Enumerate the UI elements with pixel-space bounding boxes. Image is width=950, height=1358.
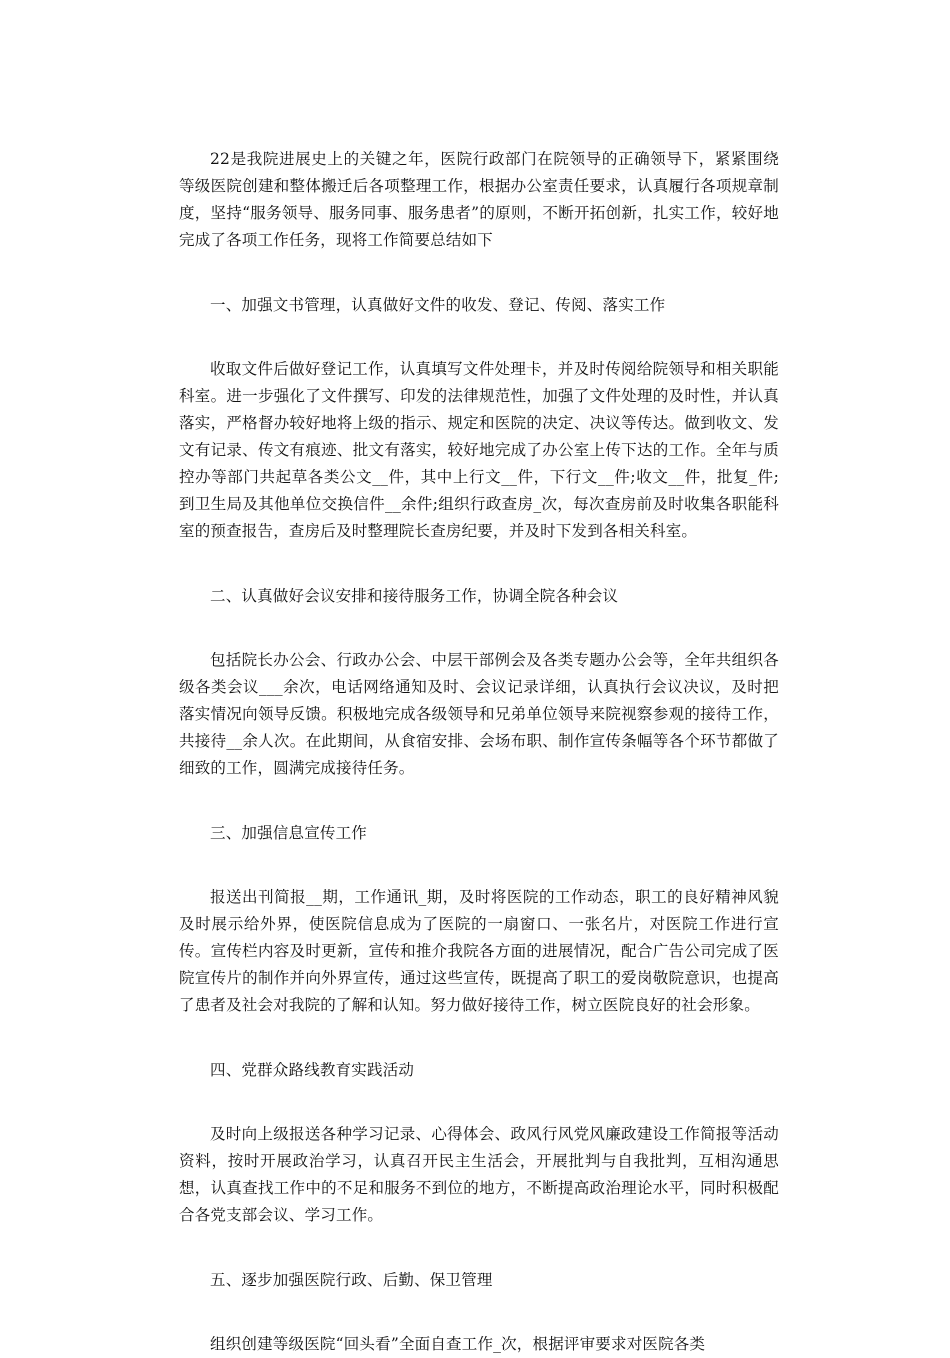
section-body-2: 包括院长办公会、行政办公会、中层干部例会及各类专题办公会等，全年共组织各级各类会议___余次，电话网络通知及时、会议记录详细，认真执行会议决议，及时把落实情况向领导反馈。积极地完成各级领导和兄弟单位领导来院视察参观的接待工作，共接待__余人次。在此期间，从食宿安排、会场布职、制作宣传条幅等各个环节都做了细致的工作，圆满完成接待任务。 bbox=[179, 651, 779, 777]
section-body-3: 报送出刊简报__期，工作通讯_期，及时将医院的工作动态，职工的良好精神风貌及时展示给外界，使医院信息成为了医院的一扇窗口、一张名片，对医院工作进行宣传。宣传栏内容及时更新，宣传和推介我院各方面的进展情况，配合广告公司完成了医院宣传片的制作并向外界宣传，通过这些宣传，既提高了职工的爱岗敬院意识，也提高了患者及社会对我院的了解和认知。努力做好接待工作，树立医院良好的社会形象。 bbox=[179, 888, 779, 1014]
section-body-1: 收取文件后做好登记工作，认真填写文件处理卡，并及时传阅给院领导和相关职能科室。进一步强化了文件撰写、印发的法律规范性，加强了文件处理的及时性，并认真落实，严格督办较好地将上级的指示、规定和医院的决定、决议等传达。做到收文、发文有记录、传文有痕迹、批文有落实，较好地完成了办公室上传下达的工作。全年与质控办等部门共起草各类公文__件，其中上行文__件，下行文__件;收文__件，批复_件;到卫生局及其他单位交换信件__余件;组织行政查房_次，每次查房前及时收集各职能科室的预查报告，查房后及时整理院长查房纪要，并及时下发到各相关科室。 bbox=[179, 360, 779, 540]
section-body-5: 组织创建等级医院“回头看”全面自查工作_次，根据评审要求对医院各类 bbox=[210, 1335, 706, 1353]
section-heading-4: 四、党群众路线教育实践活动 bbox=[210, 1061, 415, 1079]
section-heading-3: 三、加强信息宣传工作 bbox=[210, 824, 368, 842]
document-page bbox=[179, 146, 779, 1358]
section-body-4: 及时向上级报送各种学习记录、心得体会、政风行风党风廉政建设工作简报等活动资料，按时开展政治学习，认真召开民主生活会，开展批判与自我批判，互相沟通思想，认真查找工作中的不足和服务不到位的地方，不断提高政治理论水平，同时积极配合各党支部会议、学习工作。 bbox=[179, 1125, 779, 1224]
section-heading-5: 五、逐步加强医院行政、后勤、保卫管理 bbox=[210, 1271, 493, 1289]
section-heading-2: 二、认真做好会议安排和接待服务工作，协调全院各种会议 bbox=[210, 587, 619, 605]
section-heading-1: 一、加强文书管理，认真做好文件的收发、登记、传阅、落实工作 bbox=[210, 296, 666, 314]
intro-paragraph: 22是我院进展史上的关键之年，医院行政部门在院领导的正确领导下，紧紧围绕等级医院创建和整体搬迁后各项整理工作，根据办公室责任要求，认真履行各项规章制度，坚持“服务领导、服务同事、服务患者”的原则，不断开拓创新，扎实工作，较好地完成了各项工作任务，现将工作简要总结如下 bbox=[179, 150, 779, 249]
